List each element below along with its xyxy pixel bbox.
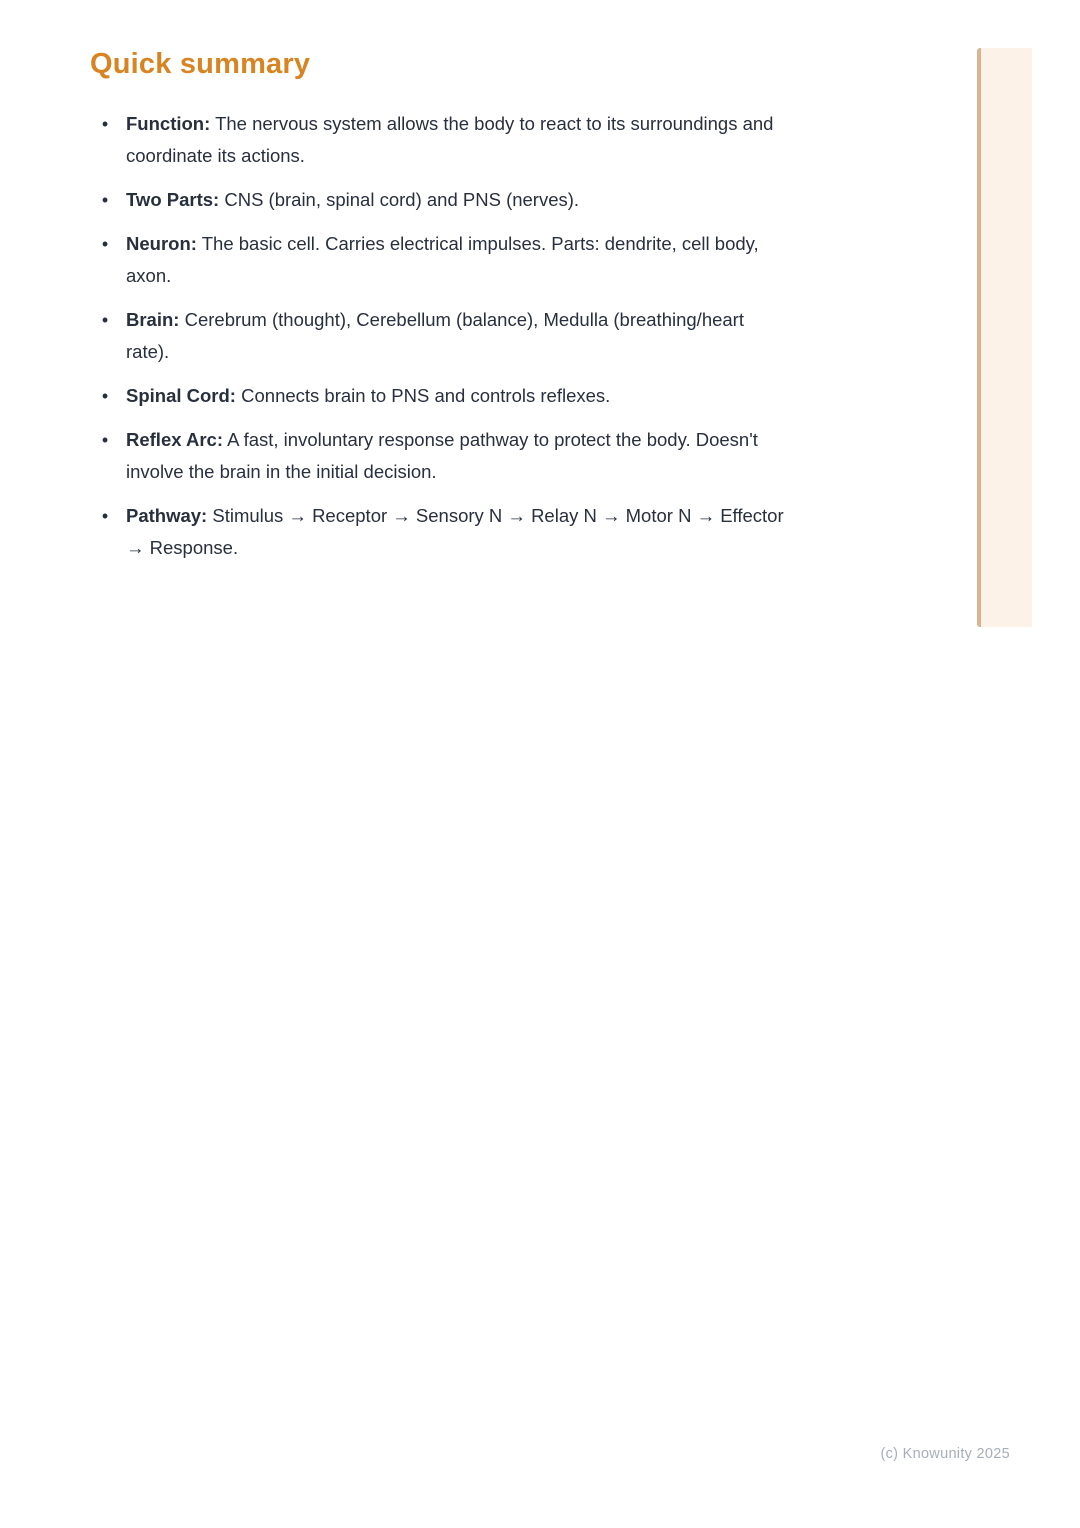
bullet-icon: • [101,190,109,210]
item-label: Function: [126,113,211,134]
list-item-text [126,500,790,564]
list-item-text [126,304,790,368]
item-label: Brain: [126,309,180,330]
list-item [90,424,790,488]
item-label: Spinal Cord: [126,385,236,406]
item-label: Reflex Arc: [126,429,223,450]
list-item [90,228,790,292]
list-item [90,108,790,172]
bullet-icon: • [101,234,109,254]
item-body: The basic cell. Carries electrical impulses. Parts: dendrite, cell body, axon. [126,233,759,286]
item-label: Neuron: [126,233,197,254]
list-item [90,500,790,564]
adjacent-page-edge [977,48,1032,627]
item-label: Pathway: [126,505,208,526]
list-item-text [126,228,790,292]
item-body: Cerebrum (thought), Cerebellum (balance), Medulla (breathing/heart rate). [126,309,744,362]
bullet-icon: • [101,114,109,134]
bullet-icon: • [101,506,109,526]
item-body: Connects brain to PNS and controls reflexes. [241,385,611,406]
item-label: Two Parts: [126,189,220,210]
list-item [90,184,790,216]
bullet-icon: • [101,386,109,406]
list-item [90,304,790,368]
item-body: A fast, involuntary response pathway to protect the body. Doesn't involve the brain in the initial decision. [126,429,758,482]
item-body: The nervous system allows the body to react to its surroundings and coordinate its actions. [126,113,774,166]
item-body: CNS (brain, spinal cord) and PNS (nerves). [224,189,580,210]
footer-credit: (c) Knowunity 2025 [880,1446,1010,1462]
list-item [90,380,790,412]
list-item-text [126,108,790,172]
summary-list [90,108,790,564]
document-content [90,46,790,576]
item-body: Stimulus → Receptor → Sensory N → Relay N → Motor N → Effector → Response. [126,505,784,558]
list-item-text [126,184,790,216]
list-item-text [126,424,790,488]
bullet-icon: • [101,310,109,330]
list-item-text [126,380,790,412]
bullet-icon: • [101,430,109,450]
page-title: Quick summary [90,48,311,80]
